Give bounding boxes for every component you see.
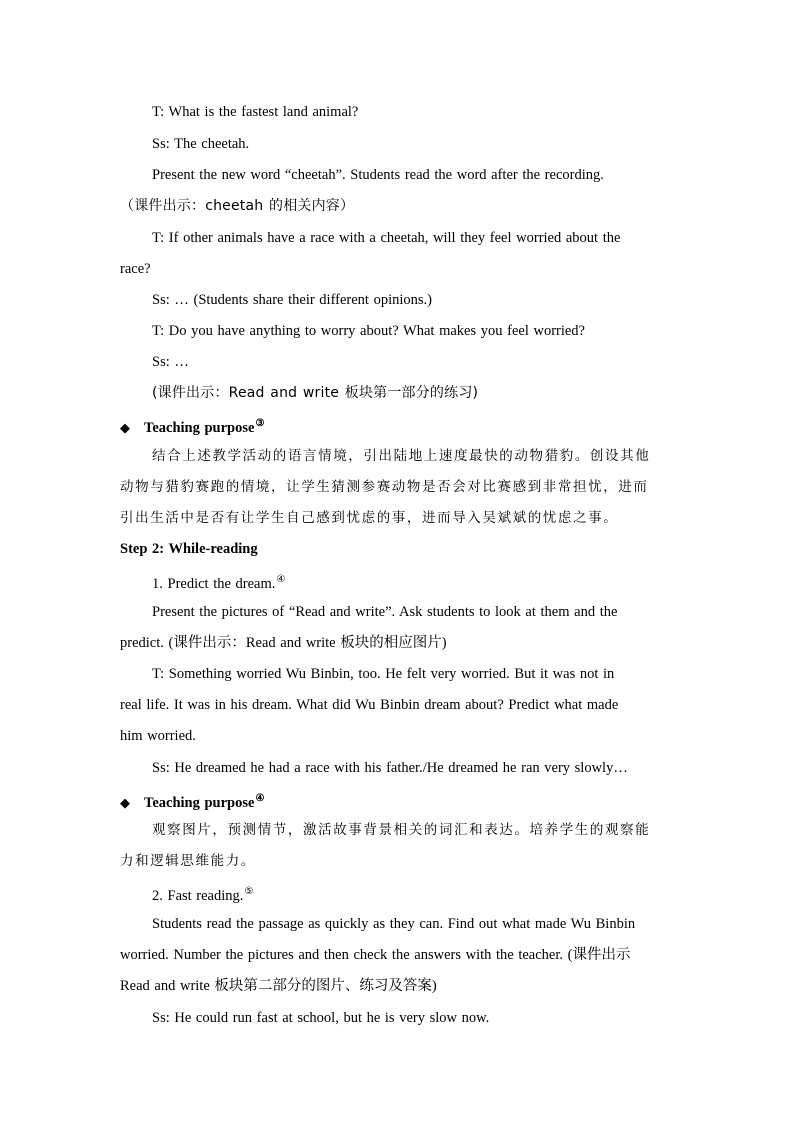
dialogue-students-ellipsis: Ss: … (152, 354, 189, 370)
heading-text: Teaching purpose (144, 420, 255, 436)
heading-text: Teaching purpose (144, 795, 255, 811)
courseware-note-read-write: (课件出示：Read and write 板块第一部分的练习) (152, 385, 479, 401)
heading-teaching-purpose-3 (120, 414, 680, 438)
purpose-paragraph-line: 结合上述教学活动的语言情境，引出陆地上速度最快的动物猎豹。创设其他 (152, 448, 651, 464)
instruction-present-word: Present the new word “cheetah”. Students read the word after the recording. (152, 167, 604, 183)
purpose-paragraph-line: 引出生活中是否有让学生自己感到忧虑的事，进而导入吴斌斌的忧虑之事。 (120, 510, 619, 526)
footnote-mark: ④ (276, 574, 286, 585)
substep-predict (152, 570, 680, 594)
dialogue-students-dream: Ss: He dreamed he had a race with his father./He dreamed he ran very slowly… (152, 760, 628, 776)
instruction-present-pictures: Present the pictures of “Read and write”. Ask students to look at them and the (152, 604, 618, 620)
dialogue-teacher-question: T: What is the fastest land animal? (152, 104, 359, 120)
dialogue-teacher-worried: T: Something worried Wu Binbin, too. He felt very worried. But it was not in (152, 666, 615, 682)
diamond-bullet-icon: ◆ (120, 795, 130, 810)
dialogue-teacher-worry-question: T: Do you have anything to worry about? What makes you feel worried? (152, 323, 585, 339)
instruction-read-passage: Students read the passage as quickly as they can. Find out what made Wu Binbin (152, 916, 636, 932)
purpose-paragraph-line: 动物与猎豹赛跑的情境，让学生猜测参赛动物是否会对比赛感到非常担忧，进而 (120, 479, 649, 495)
dialogue-students-opinions: Ss: … (Students share their different opinions.) (152, 292, 432, 308)
footnote-mark: ③ (255, 418, 265, 429)
dialogue-teacher-worried-end: him worried. (120, 728, 196, 744)
courseware-note-part-two: Read and write 板块第二部分的图片、练习及答案) (120, 978, 437, 994)
diamond-bullet-icon: ◆ (120, 420, 130, 435)
courseware-note: （课件出示：cheetah 的相关内容） (120, 198, 355, 214)
dialogue-teacher-race-question-cont: race? (120, 261, 151, 277)
footnote-mark: ④ (255, 793, 265, 804)
substep-text: 1. Predict the dream. (152, 576, 276, 592)
purpose-paragraph-line: 观察图片，预测情节，激活故事背景相关的词汇和表达。培养学生的观察能 (152, 822, 651, 838)
substep-text: 2. Fast reading. (152, 888, 244, 904)
dialogue-teacher-race-question: T: If other animals have a race with a cheetah, will they feel worried about the (152, 230, 621, 246)
purpose-paragraph-line: 力和逻辑思维能力。 (120, 853, 256, 869)
dialogue-teacher-worried-cont: real life. It was in his dream. What did Wu Binbin dream about? Predict what made (120, 697, 619, 713)
instruction-number-pictures: worried. Number the pictures and then check the answers with the teacher. (课件出示 (120, 947, 631, 963)
dialogue-students-run-fast: Ss: He could run fast at school, but he is very slow now. (152, 1010, 490, 1026)
substep-fast-reading (152, 882, 680, 906)
instruction-predict-note: predict. (课件出示：Read and write 板块的相应图片) (120, 635, 447, 651)
dialogue-students-answer: Ss: The cheetah. (152, 136, 250, 152)
heading-teaching-purpose-4 (120, 789, 680, 813)
footnote-mark: ⑤ (244, 886, 254, 897)
step-heading: Step 2: While-reading (120, 541, 258, 557)
